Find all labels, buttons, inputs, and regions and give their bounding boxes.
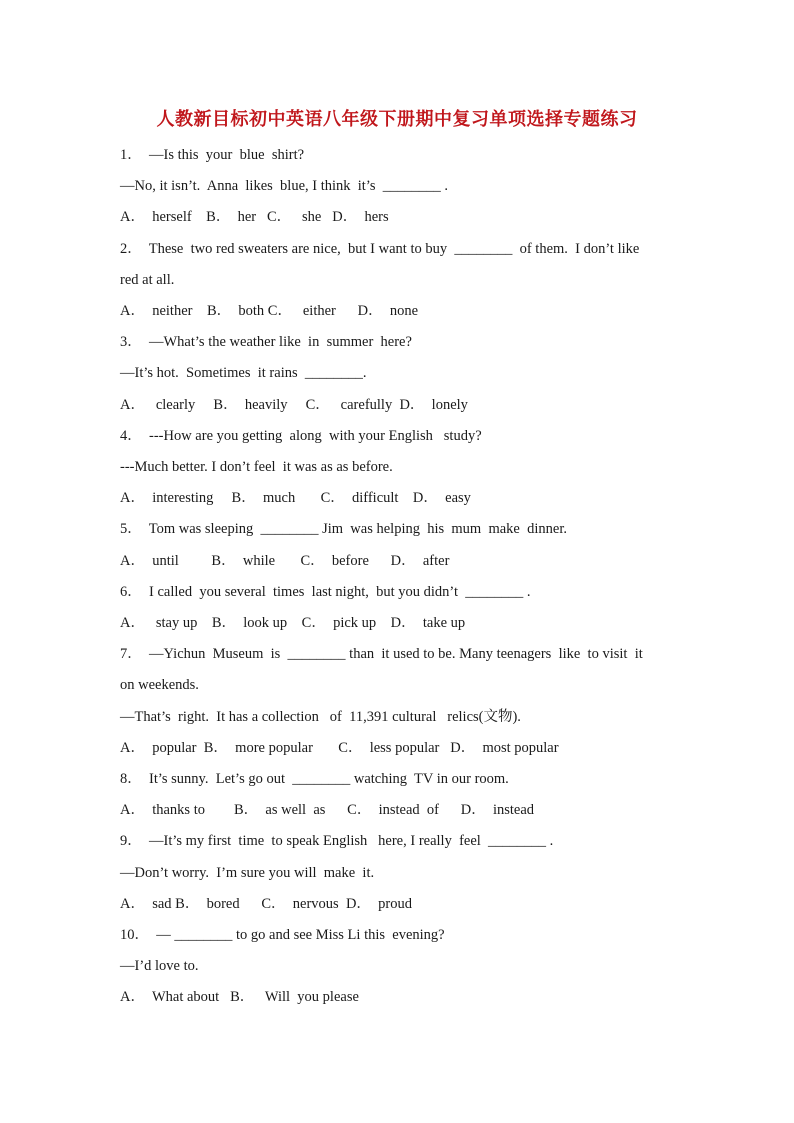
question-2-stem: 2． These two red sweaters are nice, but I want to buy ________ of them. I don’t like (120, 241, 640, 257)
question-3-stem: 3． —What’s the weather like in summer here? (120, 334, 412, 350)
question-1-reply: —No, it isn’t. Anna likes blue, I think it’s ________ . (120, 178, 448, 194)
question-2-stem-cont: red at all. (120, 272, 175, 288)
question-9-reply: —Don’t worry. I’m sure you will make it. (120, 865, 375, 881)
question-2-options: A． neither B． both C． either D． none (120, 303, 419, 319)
question-7-stem-cont: on weekends. (120, 677, 199, 693)
question-4-options: A． interesting B． much C． difficult D． easy (120, 490, 471, 506)
question-6-stem: 6． I called you several times last night, but you didn’t ________ . (120, 584, 531, 600)
question-9-options: A． sad B． bored C． nervous D． proud (120, 896, 412, 912)
question-7-options: A． popular B． more popular C． less popular D． most popular (120, 740, 559, 756)
question-5-options: A． until B． while C． before D． after (120, 553, 450, 569)
question-4-stem: 4． ---How are you getting along with your English study? (120, 428, 482, 444)
page-title: 人教新目标初中英语八年级下册期中复习单项选择专题练习 (156, 109, 638, 130)
question-6-options: A． stay up B． look up C． pick up D． take up (120, 615, 466, 631)
question-8-options: A． thanks to B． as well as C． instead of D． instead (120, 802, 535, 818)
question-7-reply: —That’s right. It has a collection of 11,391 cultural relics(文物). (120, 709, 521, 725)
question-10-options: A． What about B． Will you please (120, 989, 359, 1005)
question-1-stem: 1． —Is this your blue shirt? (120, 147, 305, 163)
question-10-stem: 10． — ________ to go and see Miss Li this evening? (120, 927, 445, 943)
question-1-options: A． herself B． her C． she D． hers (120, 209, 389, 225)
question-8-stem: 8． It’s sunny. Let’s go out ________ watching TV in our room. (120, 771, 509, 787)
question-3-reply: —It’s hot. Sometimes it rains ________. (120, 365, 367, 381)
question-3-options: A． clearly B． heavily C． carefully D． lonely (120, 397, 468, 413)
question-5-stem: 5． Tom was sleeping ________ Jim was helping his mum make dinner. (120, 521, 567, 537)
question-9-stem: 9． —It’s my first time to speak English here, I really feel ________ . (120, 833, 554, 849)
question-10-reply: —I’d love to. (120, 958, 199, 974)
question-4-reply: ---Much better. I don’t feel it was as as before. (120, 459, 393, 475)
question-7-stem: 7． —Yichun Museum is ________ than it used to be. Many teenagers like to visit it (120, 646, 643, 662)
